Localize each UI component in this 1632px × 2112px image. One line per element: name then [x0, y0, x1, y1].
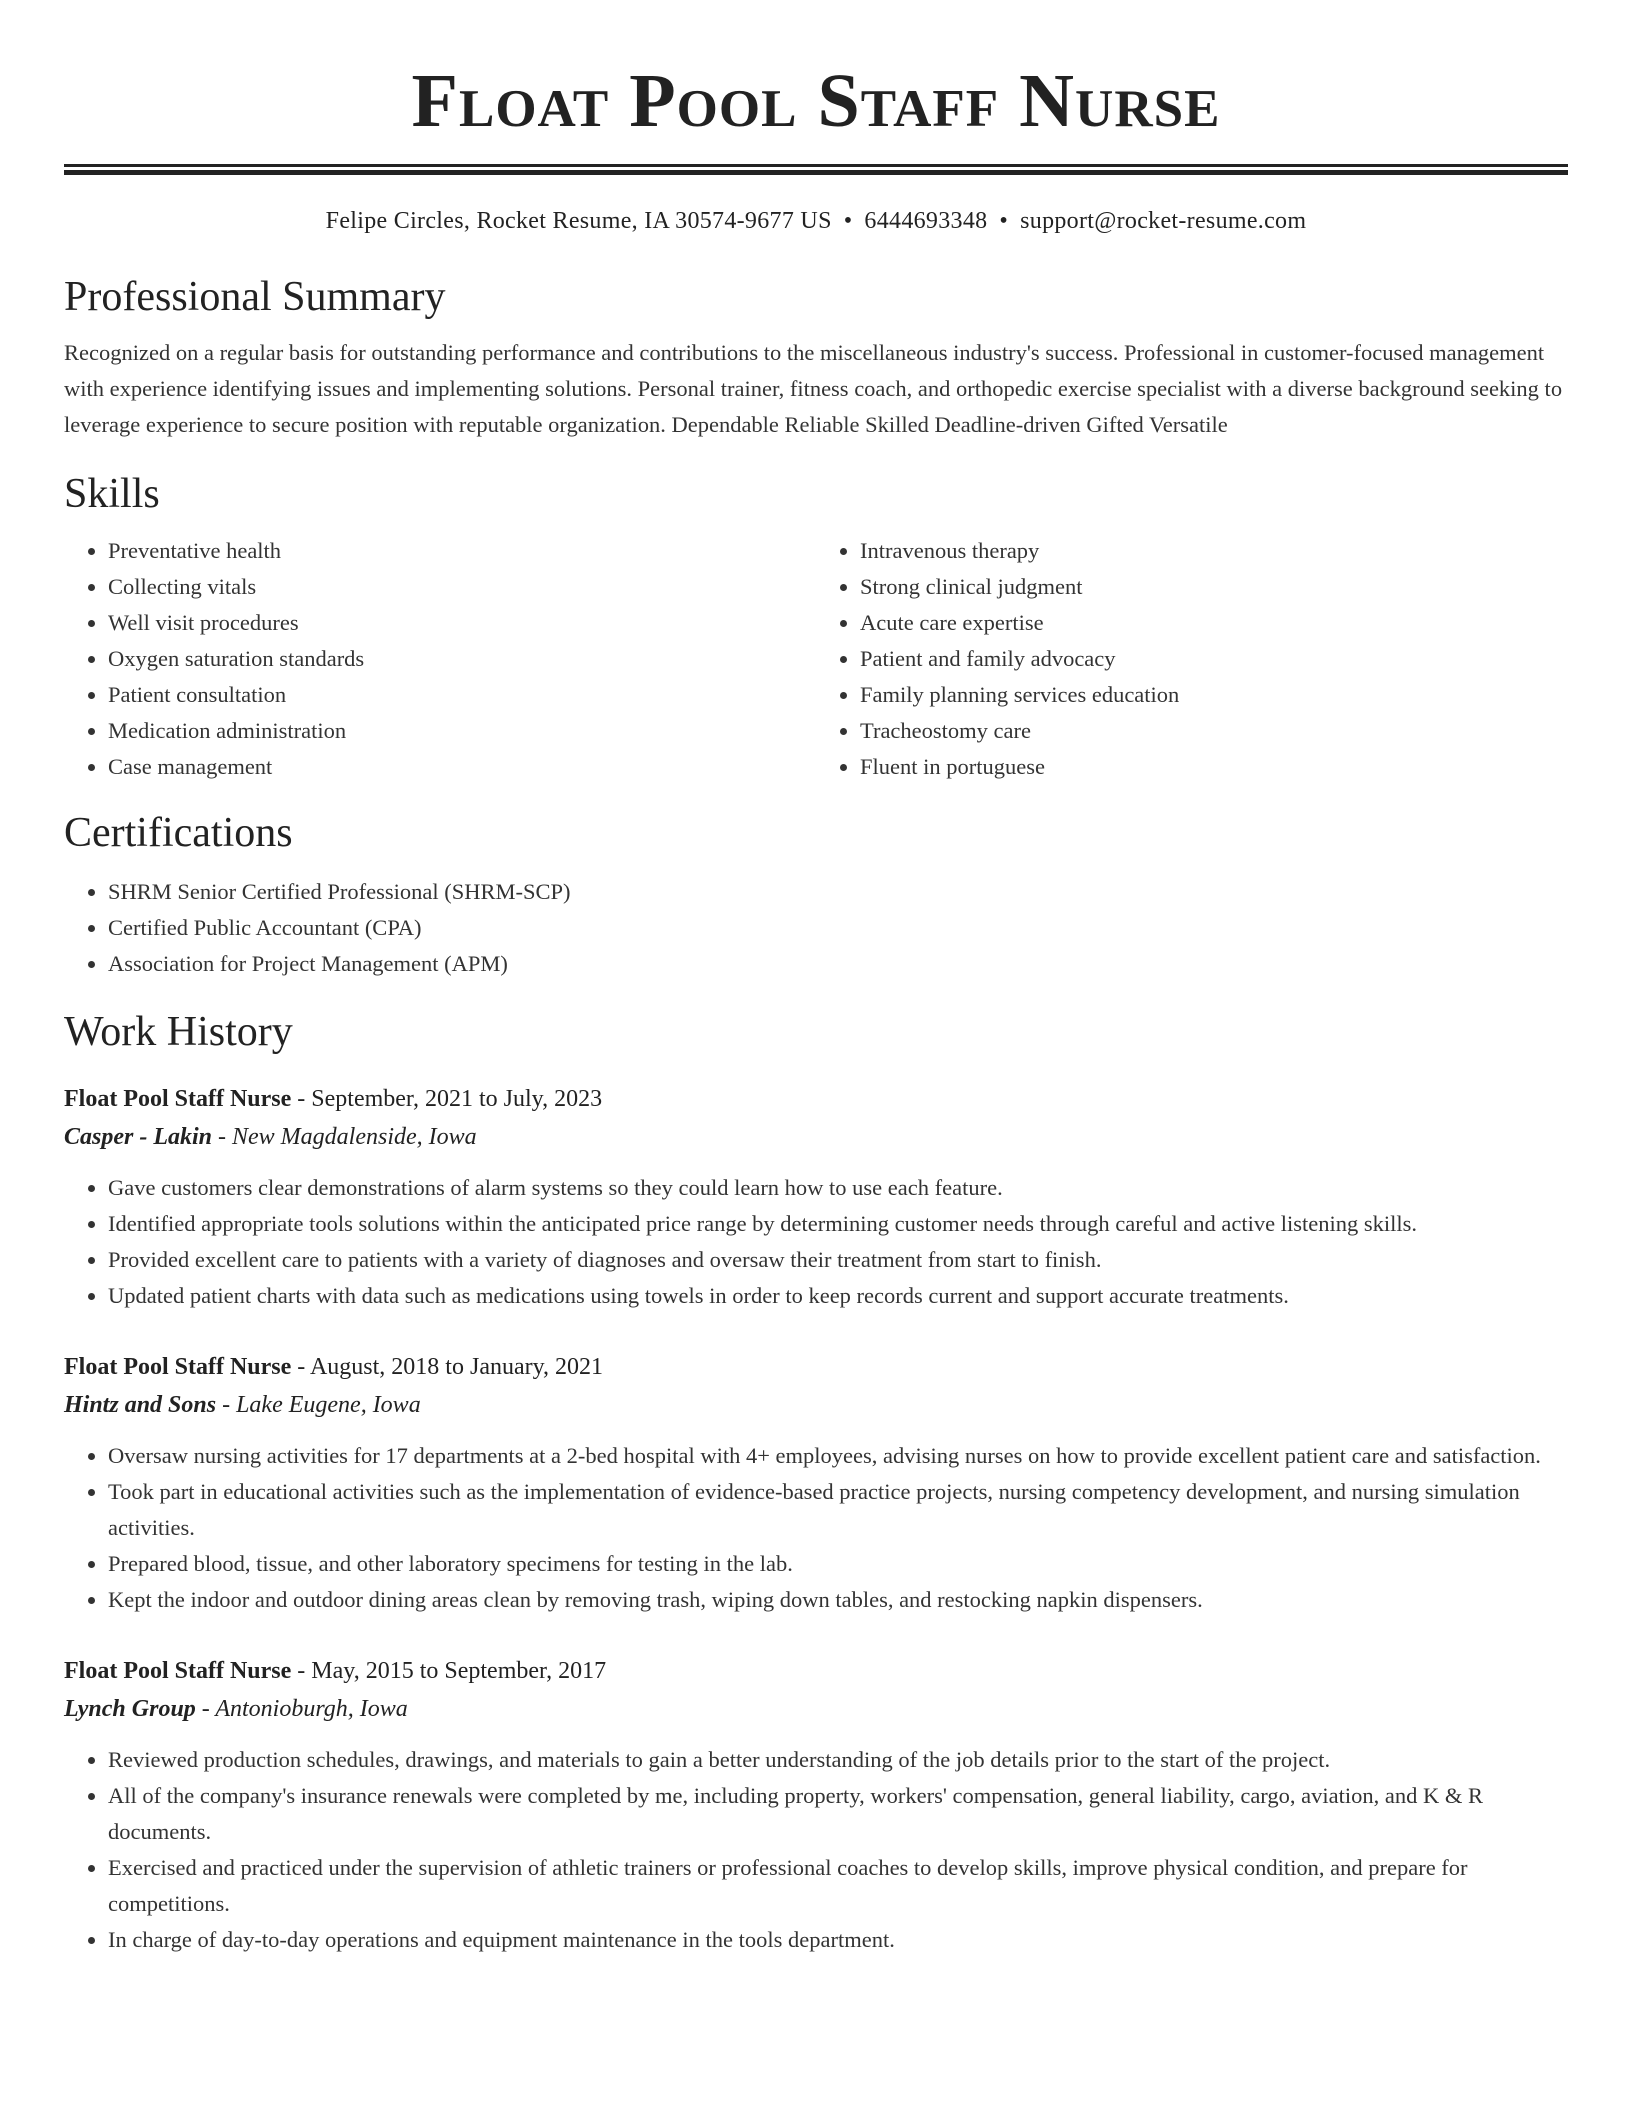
job-location: - New Magdalenside, Iowa — [212, 1124, 477, 1150]
skill-item: • Acute care expertise — [860, 605, 1568, 641]
job-location: - Lake Eugene, Iowa — [216, 1392, 421, 1418]
skill-item: • Fluent in portuguese — [860, 749, 1568, 785]
job-duty-item: • All of the company's insurance renewals were completed by me, including property, workers' compensation, general liability, cargo, aviation, and K & R documents. — [108, 1778, 1568, 1850]
skill-item: • Medication administration — [108, 713, 816, 749]
job-duty-item: • Identified appropriate tools solutions within the anticipated price range by determining customer needs through careful and active listening skills. — [108, 1206, 1568, 1242]
job-company: Casper - Lakin — [64, 1124, 213, 1150]
certifications-list — [64, 874, 1568, 982]
job-duty-item: • Kept the indoor and outdoor dining areas clean by removing trash, wiping down tables, and restocking napkin dispensers. — [108, 1582, 1568, 1618]
skills-grid — [64, 533, 1568, 785]
skills-list-left — [64, 533, 816, 785]
job-duty-item: • Exercised and practiced under the supervision of athletic trainers or professional coaches to develop skills, improve physical condition, and prepare for competitions. — [108, 1850, 1568, 1922]
skill-item: • Well visit procedures — [108, 605, 816, 641]
job-title-line — [64, 1348, 1568, 1386]
skill-item: • Family planning services education — [860, 677, 1568, 713]
skill-item: • Patient and family advocacy — [860, 641, 1568, 677]
job-duties-list — [64, 1438, 1568, 1618]
job-company-line — [64, 1386, 1568, 1424]
job-entry — [64, 1348, 1568, 1618]
bullet-separator: • — [843, 208, 853, 234]
skill-item: • Patient consultation — [108, 677, 816, 713]
skill-item: • Preventative health — [108, 533, 816, 569]
job-dates: - August, 2018 to January, 2021 — [291, 1354, 604, 1380]
job-dates: - September, 2021 to July, 2023 — [291, 1086, 603, 1112]
certifications-section-title: Certifications — [64, 810, 293, 856]
contact-line — [64, 205, 1568, 237]
job-duty-item: • Oversaw nursing activities for 17 departments at a 2-bed hospital with 4+ employees, advising nurses on how to provide excellent patient care and satisfaction. — [108, 1438, 1568, 1474]
resume-name-heading: Float Pool Staff Nurse — [411, 59, 1221, 143]
job-title-line — [64, 1080, 1568, 1118]
job-role: Float Pool Staff Nurse — [64, 1086, 292, 1112]
contact-email: support@rocket-resume.com — [1020, 208, 1307, 234]
job-entry — [64, 1652, 1568, 1958]
job-duty-item: • Gave customers clear demonstrations of alarm systems so they could learn how to use each feature. — [108, 1170, 1568, 1206]
job-company: Hintz and Sons — [64, 1392, 217, 1418]
certification-item: • Certified Public Accountant (CPA) — [108, 910, 1568, 946]
job-role: Float Pool Staff Nurse — [64, 1354, 292, 1380]
contact-address: Felipe Circles, Rocket Resume, IA 30574-9677 US — [325, 208, 832, 234]
skill-item: • Case management — [108, 749, 816, 785]
skill-item: • Oxygen saturation standards — [108, 641, 816, 677]
job-role: Float Pool Staff Nurse — [64, 1658, 292, 1684]
job-duty-item: • Reviewed production schedules, drawings, and materials to gain a better understanding of the job details prior to the start of the project. — [108, 1742, 1568, 1778]
job-duty-item: • Prepared blood, tissue, and other laboratory specimens for testing in the lab. — [108, 1546, 1568, 1582]
summary-text: Recognized on a regular basis for outstanding performance and contributions to the miscellaneous industry's success. Professional in customer-focused management with experience identifying issues and implementing solutions. Personal trainer, fitness coach, and orthopedic exercise specialist with a diverse background seeking to leverage experience to secure position with reputable organization. Dependable Reliable Skilled Deadline-driven Gifted Versatile — [64, 340, 1563, 437]
skill-item: • Tracheostomy care — [860, 713, 1568, 749]
job-duty-item: • In charge of day-to-day operations and equipment maintenance in the tools department. — [108, 1922, 1568, 1958]
job-company: Lynch Group — [64, 1696, 196, 1722]
header-double-rule — [64, 164, 1568, 175]
summary-section-title: Professional Summary — [64, 274, 446, 320]
certification-item: • Association for Project Management (APM) — [108, 946, 1568, 982]
job-duty-item: • Took part in educational activities such as the implementation of evidence-based practice projects, nursing competency development, and nursing simulation activities. — [108, 1474, 1568, 1546]
job-dates: - May, 2015 to September, 2017 — [291, 1658, 607, 1684]
job-title-line — [64, 1652, 1568, 1690]
job-location: - Antonioburgh, Iowa — [195, 1696, 408, 1722]
bullet-separator: • — [999, 208, 1009, 234]
skill-item: • Collecting vitals — [108, 569, 816, 605]
certification-item: • SHRM Senior Certified Professional (SHRM-SCP) — [108, 874, 1568, 910]
work-history-section-title: Work History — [64, 1009, 293, 1055]
job-duties-list — [64, 1170, 1568, 1314]
skill-item: • Intravenous therapy — [860, 533, 1568, 569]
job-duty-item: • Updated patient charts with data such as medications using towels in order to keep records current and support accurate treatments. — [108, 1278, 1568, 1314]
skills-list-right — [816, 533, 1568, 785]
skill-item: • Strong clinical judgment — [860, 569, 1568, 605]
contact-phone: 6444693348 — [864, 208, 988, 234]
job-company-line — [64, 1690, 1568, 1728]
job-duties-list — [64, 1742, 1568, 1958]
job-entry — [64, 1080, 1568, 1314]
skills-section-title: Skills — [64, 471, 160, 517]
job-duty-item: • Provided excellent care to patients with a variety of diagnoses and oversaw their treatment from start to finish. — [108, 1242, 1568, 1278]
job-company-line — [64, 1118, 1568, 1156]
